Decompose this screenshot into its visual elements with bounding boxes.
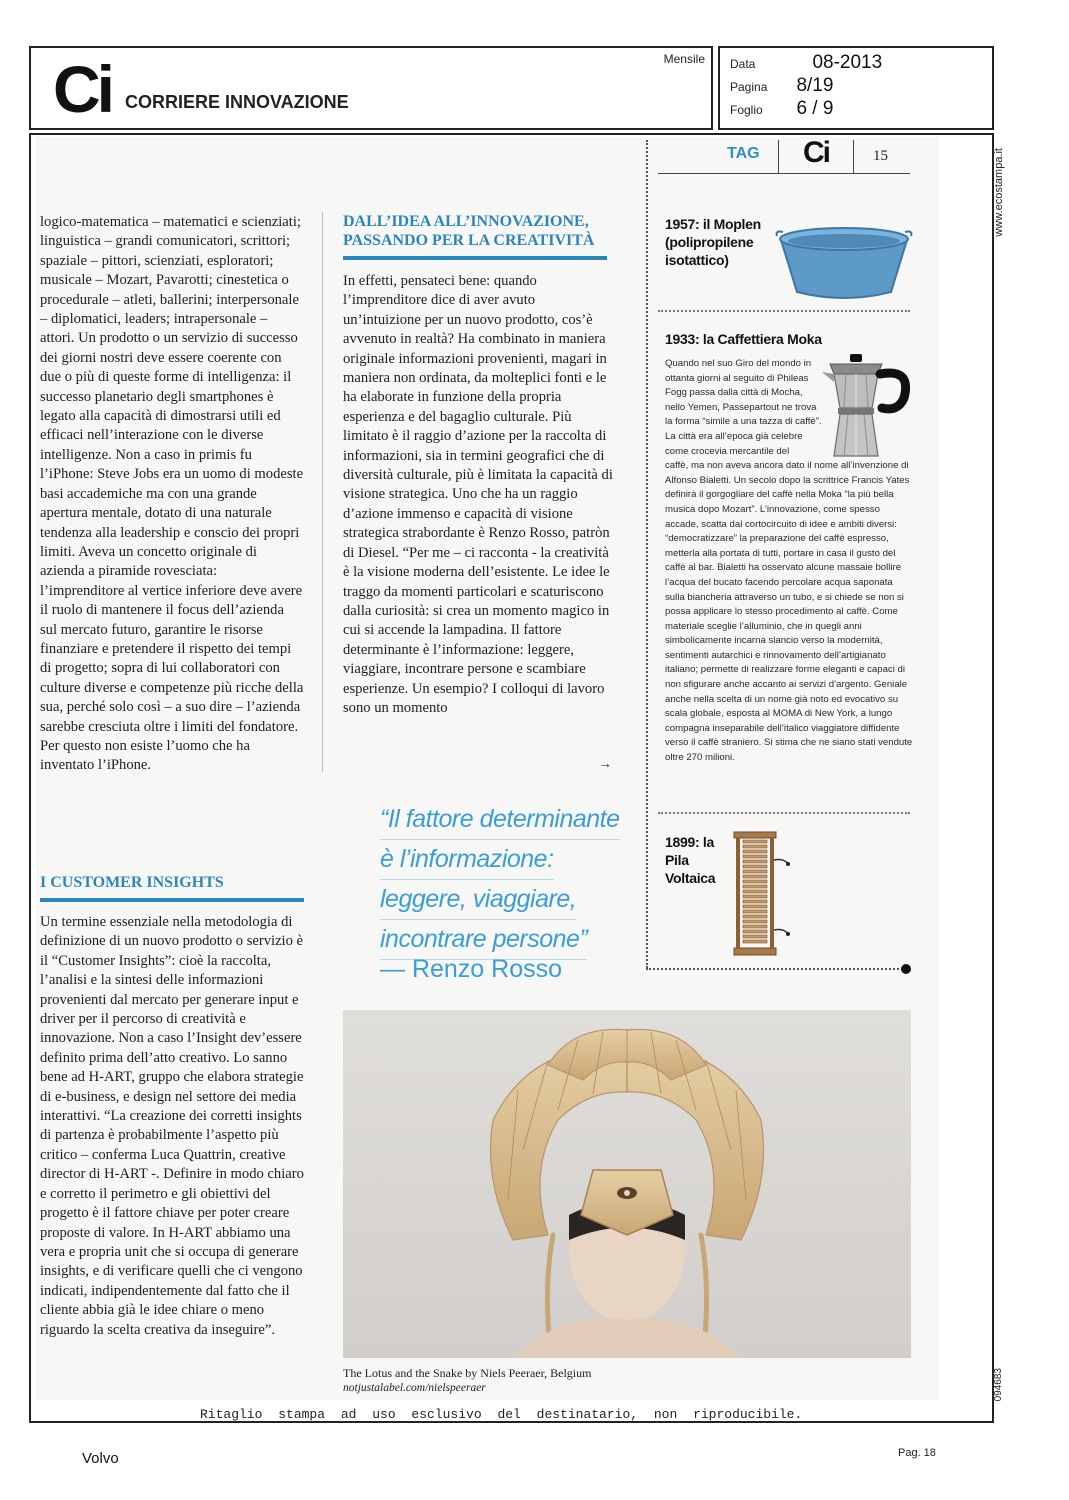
- sidebar-title-moplen: 1957: il Moplen (polipropilene isotattico): [665, 216, 761, 268]
- clipping-page-number: Pag. 18: [898, 1447, 936, 1459]
- quote-line: incontrare persone”: [380, 920, 587, 960]
- tag-separator: [778, 140, 779, 174]
- sidebar-dotted-bottom: [646, 968, 906, 970]
- publication-name: CORRIERE INNOVAZIONE: [125, 92, 349, 112]
- tag-separator: [853, 140, 854, 174]
- agency-website: www.ecostampa.it: [993, 148, 1005, 237]
- sidebar-title-pila: 1899: la Pila Voltaica: [665, 834, 716, 886]
- column-divider: [322, 212, 323, 772]
- body-paragraph: Un termine essenziale nella metodologia di definizione di un nuovo prodotto o servizio è il “Customer Insights”: cioè la raccolta, l’analisi e la sintesi delle informazioni provenienti dal mercato per generare input e driver per il percorso di creatività e innovazione. Non a caso l’Insight dev’essere definito prima dell’atto creativo. Lo sanno bene ad H-ART, gruppo che elabora strategie di e-business, e design nel settore dei media interattivi. “La creazione dei corretti insights di partenza è probabilmente l’aspetto più critico – conferma Luca Quattrin, creative director di H-ART -. Definire in modo chiaro e corretto il perimetro e gli obiettivi del progetto è il fattore chiave per poter creare proposte di valore. In H-ART abbiamo una vera e propria unit che si occupa di generare insights, e di verificare quelli che ci vengono indicati, indipendentemente dal fatto che il cliente abbia già le idee chiare o meno riguardo la scelta creativa da inseguire”.: [40, 914, 304, 1338]
- article-column-1: [40, 213, 304, 776]
- moka-text-narrow: Quando nel suo Giro del mondo in ottanta giorni al seguito di Phileas Fogg passa dalla città di Mocha, nello Yemen, Passepartout ne trova la forma “simile a una tazza di caffè”. La città era all’epoca già celebre come crocevia mercantile del: [665, 358, 822, 457]
- article-photo: [343, 1010, 911, 1358]
- subheading-creativita: [343, 212, 607, 260]
- page-number: 15: [873, 148, 888, 164]
- meta-data-row: [730, 52, 980, 74]
- data-value: 08-2013: [812, 52, 883, 73]
- subheading-rule: [40, 898, 304, 902]
- photo-credit-url: notjustalabel.com/nielspeeraer: [343, 1382, 486, 1394]
- moplen-basin-image: [775, 222, 913, 302]
- pagina-label: Pagina: [730, 80, 768, 94]
- subheading-insights: [40, 873, 304, 902]
- data-label: Data: [730, 57, 756, 71]
- sidebar-divider: [658, 310, 910, 312]
- masthead: [29, 46, 713, 130]
- foglio-label: Foglio: [730, 103, 763, 117]
- moka-text-wide: caffè, ma non aveva ancora dato il nome all’invenzione di Alfonso Bialetti. Un secolo dopo la scrittrice Francis Yates definirà il gorgogliare del caffè nella Moka “la più bella musica dopo Mozart”. L’innovazione, come spesso accade, scatta dal cortocircuito di idee e ambiti diversi: “democratizzare” la preparazione del caffè espresso, metterla alla portata di tutti, portare in casa il gusto del caffè al bar. Bialetti ha osservato alcune massaie bollire l’acqua del bucato facendo percolare acqua saponata sulla biancheria attraverso un tubo, e si chiede se non si possa applicare lo stesso procedimento al caffè. Come materiale sceglie l’alluminio, che in quegli anni simbolicamente incarna slancio verso la modernità, sentimenti autarchici e rinnovamento dell’artigianato italiano; permette di realizzare forme eleganti e capaci di non sfigurare anche accanto ai servizi d’argento. Geniale anche nella scelta di un nome già noto ed evocativo su scala globale, esposta al MOMA di New York, a lungo compagna inseparabile dell’italico viaggiatore diffidente verso il caffè straniero. Si stima che ne siano stati vendute oltre 270 milioni.: [665, 460, 913, 764]
- quote-line: è l’informazione:: [380, 840, 554, 880]
- clipping-meta: [718, 46, 994, 130]
- page-logo: Ci: [803, 136, 829, 169]
- sidebar-moka-text: [665, 357, 913, 766]
- quote-author: — Renzo Rosso: [380, 955, 563, 983]
- meta-foglio-row: [730, 98, 980, 120]
- foglio-value: 6 / 9: [796, 98, 834, 119]
- publication-logo: Ci: [53, 52, 111, 126]
- sidebar-dotted-border: [646, 140, 648, 968]
- body-paragraph: In effetti, pensateci bene: quando l’imprenditore dice di aver avuto un’intuizione per un nuovo prodotto, cos’è avvenuto in realtà? Ha combinato in maniera originale informazioni provenienti, magari in maniera non ordinata, da molteplici fonti e le ha elaborate in funzione della propria esperienza e del bagaglio culturale. Più limitato è il raggio d’azione per la raccolta di informazioni, sia in termini geografici che di diversità culturale, più è limitata la capacità di visione strategica. Uno che ha un raggio d’azione immenso e capacità di visione strategica strabordante è Renzo Rosso, patròn di Diesel. “Per me – ci racconta - la creatività è la visione moderna dell’esistente. Le idee le traggo da momenti particolari e scaturiscono dalla curiosità: si crea un momento magico in cui si accende la lampadina. Il fattore determinante è l’informazione: leggere, viaggiare, incontrare persone e scambiare esperienze. Un esempio? I colloqui di lavoro sono un momento: [343, 273, 613, 716]
- voltaic-pile-image: [732, 830, 794, 958]
- pagina-value: 8/19: [796, 75, 834, 96]
- section-tag: TAG: [727, 145, 760, 162]
- sidebar-title-moka: 1933: la Caffettiera Moka: [665, 331, 822, 347]
- meta-pagina-row: [730, 75, 980, 97]
- headdress-illustration: [343, 1010, 911, 1358]
- client-name: Volvo: [82, 1450, 119, 1467]
- sidebar-end-dot: [901, 964, 911, 974]
- continue-arrow-icon: →: [598, 757, 612, 772]
- subheading-text: DALL’IDEA ALL’INNOVAZIONE, PASSANDO PER LA CREATIVITÀ: [343, 213, 595, 249]
- clipping-code: 094683: [993, 1368, 1004, 1402]
- quote-line: leggere, viaggiare,: [380, 880, 576, 920]
- pull-quote: [380, 800, 620, 960]
- sidebar-divider: [658, 812, 910, 814]
- quote-line: “Il fattore determinante: [380, 800, 620, 840]
- article-column-1b: [40, 913, 304, 1340]
- body-paragraph: logico-matematica – matematici e scienziati; linguistica – grandi comunicatori, scrittori; spaziale – pittori, scienziati, esploratori; musicale – Mozart, Pavarotti; cinestetica o procedurale – atleti, ballerini; interpersonale – diplomatici, leaders; intrapersonale – attori. Un prodotto o un servizio di successo dei giorni nostri deve essere coerente con due o più di queste forme di intelligenza: il successo planetario degli smartphones è legato alla capacità di dimostrarsi utili ed efficaci nell’interazione con le diverse intelligenze. Non a caso in primis fu l’iPhone: Steve Jobs era un uomo di modeste basi accademiche ma con una grande apertura mentale, dotato di una naturale tendenza alla leadership e conscio dei propri limiti. Aveva un concetto originale di azienda a piramide rovesciata: l’imprenditore al vertice inferiore deve avere il ruolo di mantenere il focus dell’azienda sul mercato futuro, garantire le risorse finanziare e pretendere il rispetto dei tempi di progetto; sopra di lui collaboratori con culture diverse e competenze più ricche della sua, perché solo così – a suo dire – l’azienda sarebbe cresciuta oltre i limiti del fondatore. Per questo non esiste l’uomo che ha inventato l’iPhone.: [40, 214, 304, 774]
- copyright-notice: Ritaglio stampa ad uso esclusivo del destinatario, non riproducibile.: [200, 1407, 803, 1422]
- tag-underline: [658, 173, 910, 174]
- article-column-2: [343, 272, 615, 718]
- photo-caption: The Lotus and the Snake by Niels Peeraer, Belgium: [343, 1366, 592, 1380]
- frequency-label: Mensile: [663, 52, 705, 66]
- subheading-text: I CUSTOMER INSIGHTS: [40, 874, 224, 891]
- subheading-rule: [343, 256, 607, 260]
